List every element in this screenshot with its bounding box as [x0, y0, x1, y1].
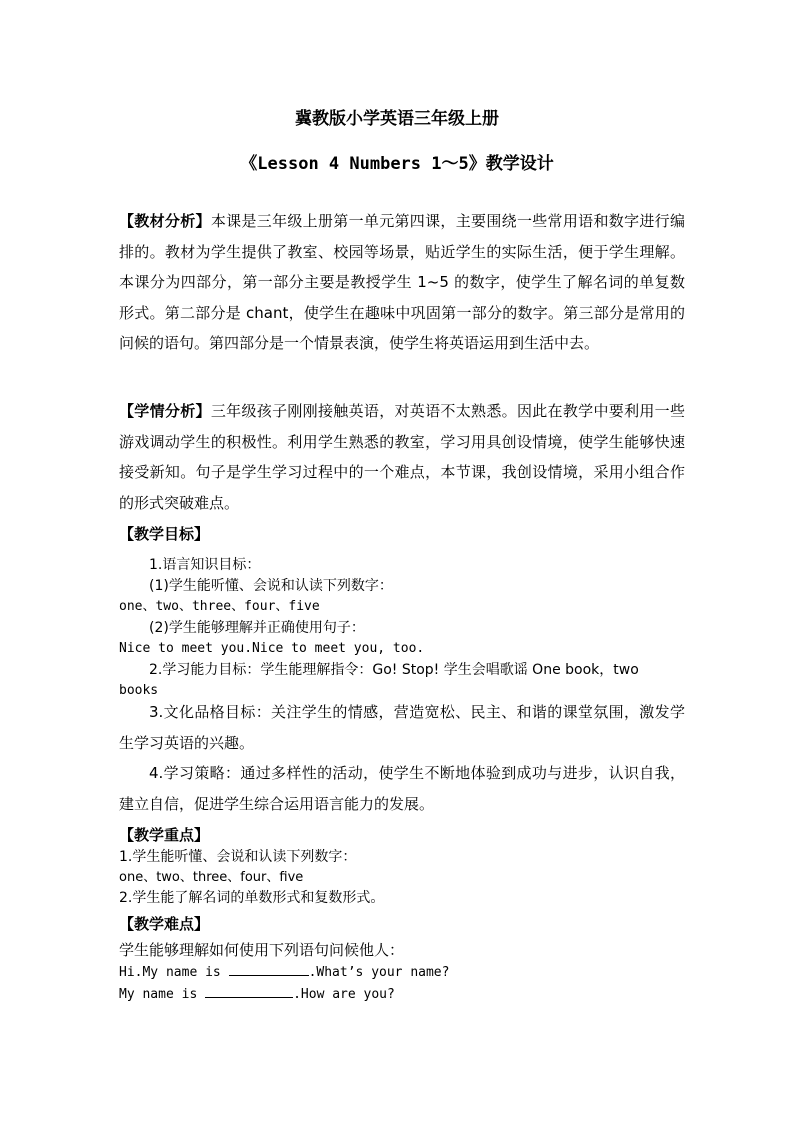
student-analysis-heading: 【学情分析】	[119, 402, 211, 420]
material-analysis-text: 本课是三年级上册第一单元第四课，主要围绕一些常用语和数字进行编排的。教材为学生提供了教室、校园等场景，贴近学生的实际生活，便于学生理解。本课分为四部分，第一部分主要是教授学生 1~5 的数字，使学生了解名词的单复数形式。第二部分是 chant，使学生在趣味中巩固第一部分的数字。第三部分是常用的问候的语句。第四部分是一个情景表演，使学生将英语运用到生活中去。	[119, 212, 685, 352]
objective-sentence-item: (2)学生能够理解并正确使用句子：	[149, 620, 365, 636]
difficulty-sentence-1-end: .What’s your name?	[308, 965, 450, 980]
difficulty-sentence-1	[119, 963, 685, 982]
difficulties-heading: 【教学难点】	[119, 915, 210, 933]
difficulty-sentence-2-end: .How are you?	[293, 987, 395, 1002]
objective-learning-ability-cont: books	[119, 683, 159, 698]
objectives-heading: 【教学目标】	[119, 525, 210, 543]
key-points-heading: 【教学重点】	[119, 826, 210, 844]
objective-numbers-item: (1)学生能听懂、会说和认读下列数字：	[149, 578, 393, 594]
objective-learning-ability: 2.学习能力目标：学生能理解指令：Go! Stop! 学生会唱歌谣 One book，two	[149, 662, 639, 678]
objective-language-knowledge: 1.语言知识目标：	[149, 557, 261, 573]
key-point-1: 1.学生能听懂、会说和认读下列数字：	[119, 849, 357, 865]
fill-in-blank-2	[205, 985, 293, 998]
fill-in-blank-1	[229, 963, 309, 976]
key-point-number-words: one、two、three、four、five	[119, 870, 304, 885]
objective-sentence-example: Nice to meet you.Nice to meet you, too.	[119, 641, 425, 656]
objective-number-words: one、two、three、four、five	[119, 599, 320, 614]
difficulty-sentence-2	[119, 985, 685, 1004]
key-point-2: 2.学生能了解名词的单数形式和复数形式。	[119, 890, 385, 906]
document-title: 冀教版小学英语三年级上册	[295, 109, 499, 129]
student-analysis-text: 三年级孩子刚刚接触英语，对英语不太熟悉。因此在教学中要利用一些游戏调动学生的积极性。利用学生熟悉的教室，学习用具创设情境，使学生能够快速接受新知。句子是学生学习过程中的一个难点，本节课，我创设情境，采用小组合作的形式突破难点。	[119, 402, 685, 512]
student-analysis-paragraph	[119, 396, 685, 518]
difficulty-sentence-2-start: My name is	[119, 987, 206, 1002]
objective-learning-strategy: 4.学习策略：通过多样性的活动，使学生不断地体验到成功与进步，认识自我，建立自信，促进学生综合运用语言能力的发展。	[119, 764, 685, 813]
difficulties-intro: 学生能够理解如何使用下列语句问候他人：	[119, 941, 405, 959]
objective-cultural-character: 3.文化品格目标：关注学生的情感，营造宽松、民主、和谐的课堂氛围，激发学生学习英语的兴趣。	[119, 703, 685, 752]
document-subtitle: 《Lesson 4 Numbers 1～5》教学设计	[240, 154, 554, 174]
difficulty-sentence-1-start: Hi.My name is	[119, 965, 229, 980]
material-analysis-paragraph	[119, 206, 685, 359]
material-analysis-heading: 【教材分析】	[119, 212, 211, 230]
